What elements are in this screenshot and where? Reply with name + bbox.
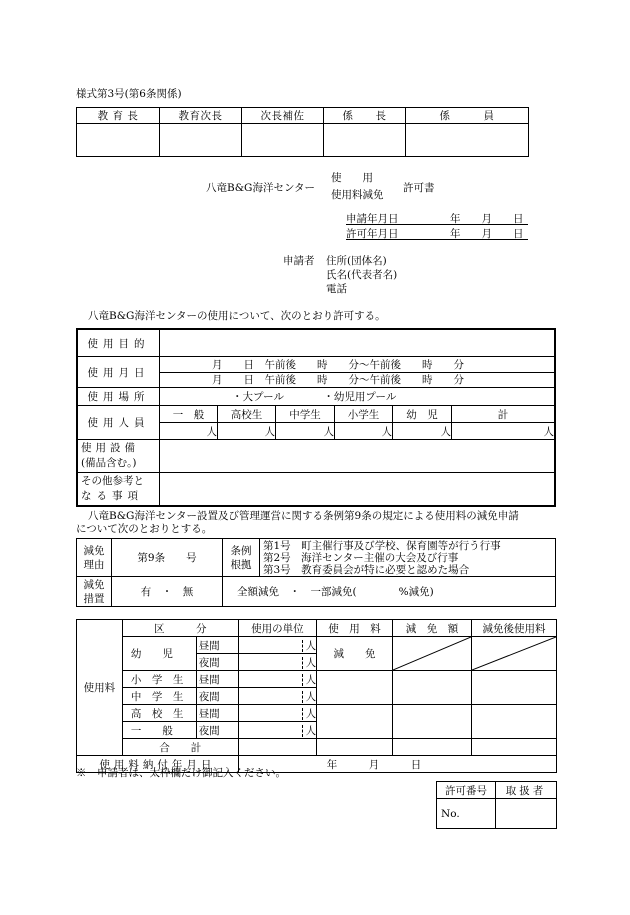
people-unit: 人	[440, 425, 451, 438]
people-count-cell[interactable]	[276, 423, 335, 440]
fee-amount-cell[interactable]	[317, 705, 393, 739]
permit-number-header: 許可番号	[437, 782, 496, 799]
fee-period: 昼間	[196, 671, 238, 688]
fee-period: 昼間	[196, 637, 238, 654]
fee-unit: 人	[302, 640, 317, 652]
approval-stamp-cell[interactable]	[77, 124, 160, 157]
title-facility: 八竜B&G海洋センター	[206, 182, 316, 194]
fee-unit-cell[interactable]	[238, 705, 316, 722]
permit-number-field[interactable]	[437, 799, 496, 829]
fee-total-after[interactable]	[472, 739, 557, 756]
equipment-label-line2: (備品含む。)	[81, 457, 137, 469]
fee-unit-cell[interactable]	[238, 654, 316, 671]
fee-unit-cell[interactable]	[238, 688, 316, 705]
measure-choice[interactable]: 有 ・ 無	[112, 577, 223, 607]
measure-label	[77, 577, 112, 607]
applicant-address: 住所(団体名)	[326, 255, 387, 267]
date-row-2[interactable]: 月 日 午前後 時 分〜午前後 時 分	[212, 373, 464, 386]
fee-period: 夜間	[196, 688, 238, 705]
handler-header: 取扱者	[496, 782, 557, 799]
people-count-cell[interactable]	[335, 423, 393, 440]
fee-total-label: 合 計	[122, 739, 238, 756]
reason-label-line: 減免	[83, 544, 105, 557]
people-col-header: 幼 児	[393, 406, 452, 423]
fee-unit-cell[interactable]	[238, 637, 316, 654]
basis-item: 第2号 海洋センター主催の大会及び行事	[263, 551, 459, 564]
fee-after-cell[interactable]	[472, 705, 557, 739]
fee-header-after: 減免後使用料	[472, 620, 557, 637]
purpose-label: 使用目的	[77, 329, 160, 357]
fee-unit: 人	[302, 691, 317, 703]
fee-amount-cell[interactable]	[317, 671, 393, 705]
title-use: 使 用	[331, 172, 373, 184]
fee-exempt-cell[interactable]	[392, 705, 471, 739]
approval-table	[76, 107, 529, 157]
basis-item: 第1号 町主催行事及び学校、保育園等が行う行事	[263, 539, 501, 552]
equipment-label	[77, 440, 160, 473]
diagonal-line	[472, 637, 556, 670]
approval-stamp-cell[interactable]	[160, 124, 242, 157]
applicant-label: 申請者	[283, 255, 315, 267]
place-label: 使用場所	[77, 388, 160, 406]
equipment-field[interactable]	[160, 440, 556, 473]
fee-header-unit: 使用の単位	[238, 620, 316, 637]
fee-group-name: 一 般	[122, 722, 196, 739]
fee-total-exempt[interactable]	[392, 739, 471, 756]
permit-number-prefix: No.	[441, 807, 460, 820]
fee-diagonal-cell	[392, 637, 471, 671]
equipment-label-line1: 使用設備	[81, 442, 139, 454]
approval-stamp-cell[interactable]	[324, 124, 406, 157]
article-number[interactable]: 第9条 号	[112, 539, 223, 577]
approval-stamp-cell[interactable]	[242, 124, 324, 157]
place-option-large-pool[interactable]: ・大プール	[232, 391, 284, 403]
fee-period: 夜間	[196, 654, 238, 671]
fee-header-category: 区 分	[122, 620, 238, 637]
diagonal-line	[393, 637, 471, 670]
approval-header: 次長補佐	[242, 108, 324, 124]
people-count-cell[interactable]	[160, 423, 218, 440]
pay-date-value[interactable]: 年 月 日	[238, 756, 556, 773]
apply-date-value: 年 月 日	[450, 213, 524, 225]
people-unit: 人	[543, 425, 554, 438]
fee-header-fee: 使 用 料	[317, 620, 393, 637]
applicant-name: 氏名(代表者名)	[326, 269, 398, 281]
fee-unit-cell[interactable]	[238, 722, 316, 739]
footnote: ※ 申請者は、太枠欄だけ御記入ください。	[76, 767, 286, 779]
fee-group-name: 小 学 生	[122, 671, 196, 688]
fee-total-unit[interactable]	[238, 739, 316, 756]
permit-statement: 八竜B&G海洋センターの使用について、次のとおり許可する。	[88, 310, 386, 322]
apply-date-label: 申請年月日	[346, 213, 399, 225]
approval-header: 教 育 長	[77, 108, 160, 124]
permit-date-line	[346, 226, 528, 240]
fee-diagonal-cell	[472, 637, 557, 671]
basis-label	[223, 539, 260, 577]
place-option-kids-pool[interactable]: ・幼児用プール	[323, 391, 397, 403]
handler-field[interactable]	[496, 799, 557, 829]
reason-label-line: 理由	[83, 558, 105, 571]
form-label: 様式第3号(第6条関係)	[76, 88, 182, 100]
people-col-header: 一 般	[160, 406, 218, 423]
people-col-header: 高校生	[218, 406, 276, 423]
other-label-line2: なる事項	[81, 490, 143, 502]
fee-unit: 人	[302, 674, 317, 686]
fee-after-cell[interactable]	[472, 671, 557, 705]
date-label: 使用月日	[77, 357, 160, 388]
fee-group-name: 幼 児	[122, 637, 196, 671]
other-label	[77, 473, 160, 507]
approval-header: 教育次長	[160, 108, 242, 124]
people-unit: 人	[381, 425, 392, 438]
apply-date-line	[346, 211, 528, 225]
people-count-cell[interactable]	[393, 423, 452, 440]
people-unit: 人	[264, 425, 275, 438]
purpose-field[interactable]	[160, 329, 556, 357]
title-fee-reduction: 使用料減免	[331, 189, 384, 201]
people-col-header: 計	[452, 406, 555, 423]
date-row-1[interactable]: 月 日 午前後 時 分〜午前後 時 分	[160, 358, 554, 373]
fee-total-amount[interactable]	[317, 739, 393, 756]
basis-label-line: 条例	[230, 544, 252, 557]
fee-exempt-text: 減 免	[317, 637, 393, 671]
basis-list	[260, 539, 556, 577]
reason-label	[77, 539, 112, 577]
fee-row-label: 使用料	[77, 620, 123, 756]
approval-header: 係 長	[324, 108, 406, 124]
permit-date-label: 許可年月日	[346, 228, 399, 240]
people-subtable	[160, 406, 554, 439]
fee-group-name: 中 学 生	[122, 688, 196, 705]
fee-unit: 人	[302, 708, 317, 720]
reduction-statement-2: について次のとおりとする。	[76, 523, 213, 535]
pay-date-label: 使用料納付年月日	[77, 756, 239, 773]
fee-group-name: 高 校 生	[122, 705, 196, 722]
measure-label-line: 減免	[83, 578, 105, 591]
approval-header: 係 員	[406, 108, 529, 124]
fee-period: 昼間	[196, 705, 238, 722]
applicant-phone: 電話	[326, 283, 347, 295]
fee-unit: 人	[302, 657, 317, 669]
reduction-statement-1: 八竜B&G海洋センター設置及び管理運営に関する条例第9条の規定による使用料の減免申請	[88, 510, 519, 522]
fee-exempt-cell[interactable]	[392, 671, 471, 705]
title-suffix: 許可書	[403, 182, 435, 194]
people-unit: 人	[206, 425, 217, 438]
fee-header-exempt: 減 免 額	[392, 620, 471, 637]
other-label-line1: その他参考と	[81, 475, 144, 487]
people-col-header: 中学生	[276, 406, 335, 423]
people-label: 使用人員	[77, 406, 160, 440]
measure-label-line: 措置	[83, 592, 105, 605]
approval-stamp-cell[interactable]	[406, 124, 529, 157]
people-count-cell[interactable]	[218, 423, 276, 440]
usage-table	[76, 328, 556, 507]
basis-label-line: 根拠	[230, 558, 252, 571]
fee-unit: 人	[302, 725, 317, 737]
permit-date-value: 年 月 日	[450, 228, 524, 240]
reduction-table	[76, 538, 556, 607]
people-total-cell[interactable]	[452, 423, 555, 440]
fee-table	[76, 619, 557, 773]
people-unit: 人	[323, 425, 334, 438]
measure-detail[interactable]: 全額減免 ・ 一部減免( %減免)	[223, 577, 556, 607]
people-col-header: 小学生	[335, 406, 393, 423]
basis-item: 第3号 教育委員会が特に必要と認めた場合	[263, 563, 470, 576]
fee-unit-cell[interactable]	[238, 671, 316, 688]
fee-period: 夜間	[196, 722, 238, 739]
other-field[interactable]	[160, 473, 556, 507]
permit-box	[436, 781, 557, 829]
